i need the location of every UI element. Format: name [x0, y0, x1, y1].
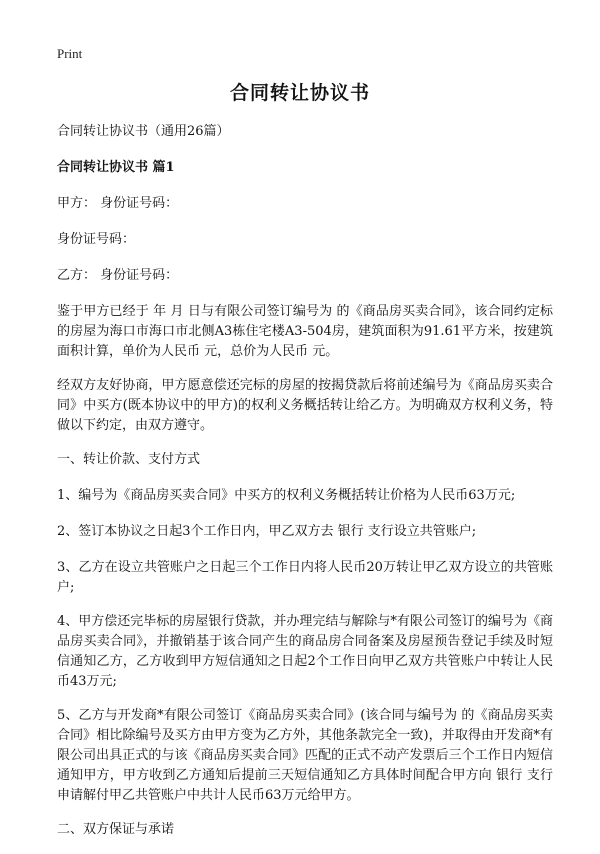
section-title-price: 一、转让价款、支付方式: [57, 452, 201, 467]
clause-3: 3、乙方在设立共管账户之日起三个工作日内将人民币20万转让甲乙双方设立的共管账户;: [57, 560, 553, 595]
document-title: 合同转让协议书: [229, 82, 370, 104]
clause-4: 4、甲方偿还完毕标的房屋银行贷款，并办理完结与解除与*有限公司签订的编号为《商品房买卖合同》，并撤销基于该合同产生的商品房合同备案及房屋预告登记手续及时短信通知乙方，乙方收到甲方短信通知之日起2个工作日向甲乙双方共管账户中转让人民币43万元;: [57, 614, 553, 689]
document-body: [57, 122, 553, 854]
section-title-guarantee: 二、双方保证与承诺: [57, 822, 175, 837]
clause-2: 2、签订本协议之日起3个工作日内，甲乙双方去 银行 支行设立共管账户;: [57, 524, 477, 539]
party-b-line: 乙方： 身份证号码：: [57, 268, 179, 283]
id-number-line: 身份证号码：: [57, 232, 136, 247]
paragraph-negotiation: 经双方友好协商，甲方愿意偿还完标的房屋的按揭贷款后将前述编号为《商品房买卖合同》中买方(既本协议中的甲方)的权利义务概括转让给乙方。为明确双方权利义务，特做以下约定，由双方遵守。: [57, 378, 553, 433]
party-a-line: 甲方： 身份证号码：: [57, 196, 179, 211]
clause-5: 5、乙方与开发商*有限公司签订《商品房买卖合同》(该合同与编号为 的《商品房买卖合同》相比除编号及买方由甲方变为乙方外，其他条款完全一致)，并取得由开发商*有限公司出具正式的与该《商品房买卖合同》匹配的正式不动产发票后三个工作日内短信通知甲方，甲方收到乙方通知后提前三天短信通知乙方具体时间配合甲方向 银行 支行申请解付甲乙共管账户中共计人民币63万元给甲方。: [57, 708, 553, 803]
paragraph-preamble: 鉴于甲方已经于 年 月 日与有限公司签订编号为 的《商品房买卖合同》，该合同约定标的房屋为海口市海口市北侧A3栋住宅楼A3-504房，建筑面积为91.61平方米，按建筑面积计算，单价为人民币 元，总价为人民币 元。: [57, 304, 553, 359]
section-heading: 合同转让协议书 篇1: [57, 160, 175, 175]
clause-1: 1、编号为《商品房买卖合同》中买方的权利义务概括转让价格为人民币63万元;: [57, 488, 516, 503]
document-subtitle: 合同转让协议书（通用26篇）: [57, 124, 230, 139]
print-label: Print: [57, 46, 83, 61]
